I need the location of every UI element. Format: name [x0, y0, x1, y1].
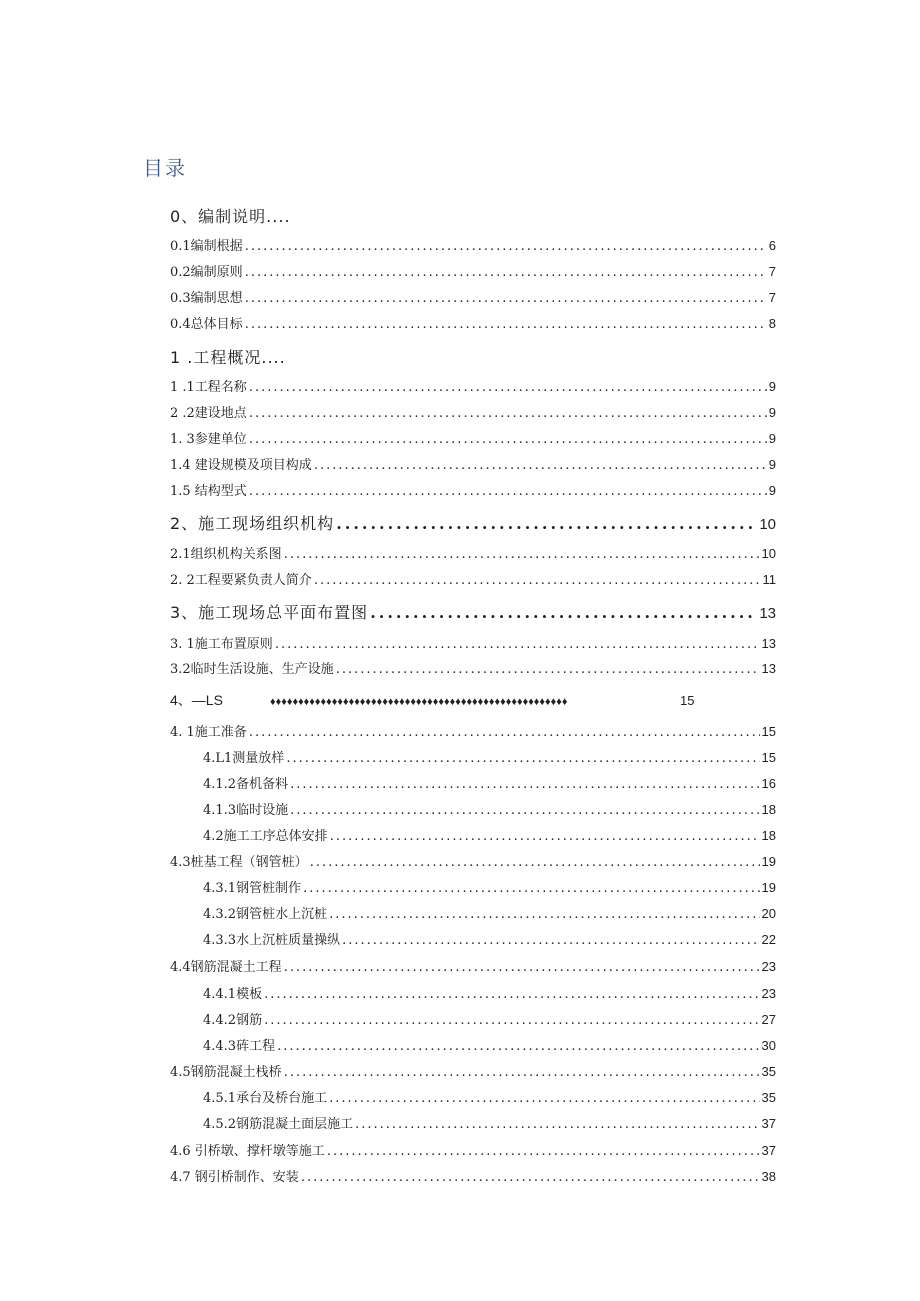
toc-entry[interactable]	[203, 903, 776, 922]
toc-entry-label: 1.5 结构型式	[170, 484, 247, 499]
toc-leader-dots	[245, 317, 767, 332]
toc-page-number: 11	[762, 572, 776, 587]
toc-leader-dots	[355, 1117, 759, 1132]
toc-entry-label: 4.5.2钢筋混凝土面层施工	[203, 1117, 354, 1132]
toc-entry[interactable]	[170, 569, 776, 588]
toc-page-number: 15	[680, 693, 695, 708]
toc-leader-dots: ♦♦♦♦♦♦♦♦♦♦♦♦♦♦♦♦♦♦♦♦♦♦♦♦♦♦♦♦♦♦♦♦♦♦♦♦♦♦♦♦♦♦♦♦♦♦♦♦♦♦♦♦♦	[270, 696, 568, 708]
toc-entry[interactable]	[203, 1035, 776, 1054]
toc-entry[interactable]	[170, 543, 776, 562]
toc-leader-dots	[303, 881, 759, 896]
toc-page-number: 8	[768, 316, 776, 331]
toc-page-number: 18	[761, 802, 776, 817]
toc-entry[interactable]	[170, 633, 776, 652]
toc-entry[interactable]	[170, 261, 776, 280]
toc-entry-label: 2、施工现场组织机构	[170, 514, 335, 533]
toc-entry-label: 0.3编制思想	[170, 291, 243, 306]
toc-entry-label: 4.3.3水上沉桩质量操纵	[203, 933, 341, 948]
toc-page-number: 19	[761, 880, 776, 895]
toc-entry-label: 0.4总体目标	[170, 317, 243, 332]
toc-entry[interactable]	[203, 877, 776, 896]
toc-page-number: 20	[761, 906, 776, 921]
toc-page-number: 9	[768, 405, 776, 420]
toc-entry-label: 2.1组织机构关系图	[170, 547, 282, 562]
toc-leader-dots	[264, 987, 759, 1002]
toc-entry-label: 1 .工程概况....	[170, 348, 286, 367]
toc-leader-dots	[314, 573, 761, 588]
toc-entry[interactable]	[203, 747, 776, 766]
toc-entry[interactable]	[203, 799, 776, 818]
toc-page-number: 35	[761, 1090, 776, 1105]
toc-entry[interactable]	[203, 1113, 776, 1132]
toc-entry-label: 1. 3参建单位	[170, 432, 247, 447]
toc-page-number: 9	[768, 457, 776, 472]
toc-entry-label: 0.2编制原则	[170, 265, 243, 280]
toc-entry-label: 4.1.3临时设施	[203, 803, 289, 818]
toc-entry-label: 4.4钢筋混凝土工程	[170, 960, 282, 975]
toc-page-number: 37	[761, 1143, 776, 1158]
toc-page-number: 16	[761, 776, 776, 791]
toc-leader-dots	[284, 960, 760, 975]
toc-entry-label: 4.4.1模板	[203, 987, 263, 1002]
toc-page-number: 7	[768, 264, 776, 279]
toc-entry[interactable]	[170, 721, 776, 740]
toc-leader-dots	[284, 1065, 760, 1080]
toc-page-number: 6	[768, 238, 776, 253]
toc-entry[interactable]	[170, 600, 776, 623]
toc-entry-label: 2 .2建设地点	[170, 406, 247, 421]
toc-entry-label: 3. 1施工布置原则	[170, 637, 273, 652]
toc-entry[interactable]	[170, 428, 776, 447]
toc-page-number: 10	[759, 516, 776, 533]
toc-entry[interactable]	[203, 983, 776, 1002]
toc-leader-dots	[290, 777, 759, 792]
toc-entry[interactable]	[170, 690, 776, 710]
toc-leader-dots	[245, 291, 767, 306]
toc-entry[interactable]	[203, 825, 776, 844]
toc-entry-label: 4.5钢筋混凝土栈桥	[170, 1065, 282, 1080]
toc-entry-label: 1.4 建设规模及项目构成	[170, 458, 312, 473]
toc-entry[interactable]	[170, 454, 776, 473]
toc-leader-dots	[336, 662, 760, 677]
toc-entry-label: 4.4.2钢筋	[203, 1013, 263, 1028]
toc-page-number: 23	[761, 986, 776, 1001]
toc-entry-label: 4. 1施工准备	[170, 725, 247, 740]
toc-entry-label: 4.4.3砗工程	[203, 1039, 276, 1054]
toc-entry[interactable]	[170, 376, 776, 395]
toc-entry-label: 1 .1工程名称	[170, 380, 247, 395]
toc-page-number: 15	[761, 724, 776, 739]
toc-leader-dots	[249, 484, 767, 499]
toc-page-number: 19	[761, 854, 776, 869]
toc-page-number: 13	[759, 605, 776, 622]
toc-title: 目录	[143, 156, 187, 180]
toc-leader-dots	[249, 725, 760, 740]
toc-entry-label: 3、施工现场总平面布置图	[170, 603, 369, 622]
toc-entry[interactable]	[203, 1087, 776, 1106]
toc-entry-label: 4.1.2备机备料	[203, 777, 289, 792]
toc-entry-label: 0、编制说明....	[170, 207, 291, 226]
toc-entry-label: 3.2临时生活设施、生产设施	[170, 662, 334, 677]
toc-entry[interactable]	[170, 956, 776, 975]
toc-leader-dots	[249, 432, 767, 447]
toc-entry-label: 2. 2工程要紧负责人简介	[170, 573, 312, 588]
toc-page-number: 9	[768, 483, 776, 498]
toc-entry-label: 4、—LS	[170, 692, 223, 708]
toc-leader-dots	[301, 1170, 760, 1185]
toc-entry-label: 4.3.2钢管桩水上沉桩	[203, 907, 328, 922]
toc-entry[interactable]	[170, 313, 776, 332]
toc-entry[interactable]	[170, 480, 776, 499]
toc-page-number: 23	[761, 959, 776, 974]
toc-entry[interactable]	[170, 402, 776, 421]
toc-entry[interactable]	[170, 235, 776, 254]
toc-leader-dots	[342, 933, 759, 948]
toc-leader-dots	[249, 406, 767, 421]
toc-leader-dots	[327, 1144, 760, 1159]
toc-entry-label: 4.6 引桥墩、撑杆墩等施工	[170, 1144, 325, 1159]
toc-page-number: 18	[761, 828, 776, 843]
toc-entry[interactable]	[170, 1140, 776, 1159]
toc-leader-dots	[284, 547, 760, 562]
toc-entry-label: 4.L1测量放样	[203, 751, 285, 766]
toc-leader-dots	[336, 514, 757, 533]
toc-page-number: 15	[761, 750, 776, 765]
toc-entry[interactable]	[170, 511, 776, 534]
toc-leader-dots	[314, 458, 767, 473]
toc-leader-dots	[275, 637, 760, 652]
toc-leader-dots	[329, 1091, 759, 1106]
toc-entry-label: 4.3桩基工程（钢管桩）	[170, 855, 308, 870]
toc-entry[interactable]	[170, 1166, 776, 1185]
toc-page-number: 9	[768, 379, 776, 394]
toc-entry[interactable]	[203, 929, 776, 948]
toc-entry[interactable]	[203, 1009, 776, 1028]
toc-entry[interactable]	[170, 287, 776, 306]
toc-page-number: 7	[768, 290, 776, 305]
toc-entry-label: 4.3.1钢管桩制作	[203, 881, 302, 896]
toc-entry-label: 4.7 钢引桥制作、安装	[170, 1170, 299, 1185]
toc-leader-dots	[249, 380, 767, 395]
toc-entry[interactable]	[170, 1061, 776, 1080]
toc-entry[interactable]	[170, 851, 776, 870]
toc-page-number: 30	[761, 1038, 776, 1053]
toc-entry[interactable]	[170, 658, 776, 677]
toc-page-number: 10	[761, 546, 776, 561]
toc-leader-dots	[370, 603, 757, 622]
toc-entry[interactable]	[203, 773, 776, 792]
toc-page-number: 22	[761, 932, 776, 947]
toc-leader-dots	[264, 1013, 759, 1028]
toc-leader-dots	[245, 265, 767, 280]
toc-leader-dots	[290, 803, 759, 818]
toc-entry[interactable]	[170, 204, 776, 227]
toc-page-number: 35	[761, 1064, 776, 1079]
toc-page-number: 13	[761, 636, 776, 651]
toc-entry-label: 4.2施工工序总体安排	[203, 829, 328, 844]
toc-page-number: 38	[761, 1169, 776, 1184]
toc-leader-dots	[245, 239, 767, 254]
toc-page-number: 27	[761, 1012, 776, 1027]
toc-leader-dots	[310, 855, 760, 870]
toc-leader-dots	[330, 829, 760, 844]
toc-leader-dots	[277, 1039, 759, 1054]
toc-page-number: 9	[768, 431, 776, 446]
toc-entry-label: 4.5.1承台及桥台施工	[203, 1091, 328, 1106]
toc-entry[interactable]	[170, 345, 776, 368]
toc-page-number: 37	[761, 1116, 776, 1131]
toc-entry-label: 0.1编制根据	[170, 239, 243, 254]
toc-leader-dots	[329, 907, 759, 922]
toc-page-number: 13	[761, 661, 776, 676]
toc-leader-dots	[286, 751, 759, 766]
